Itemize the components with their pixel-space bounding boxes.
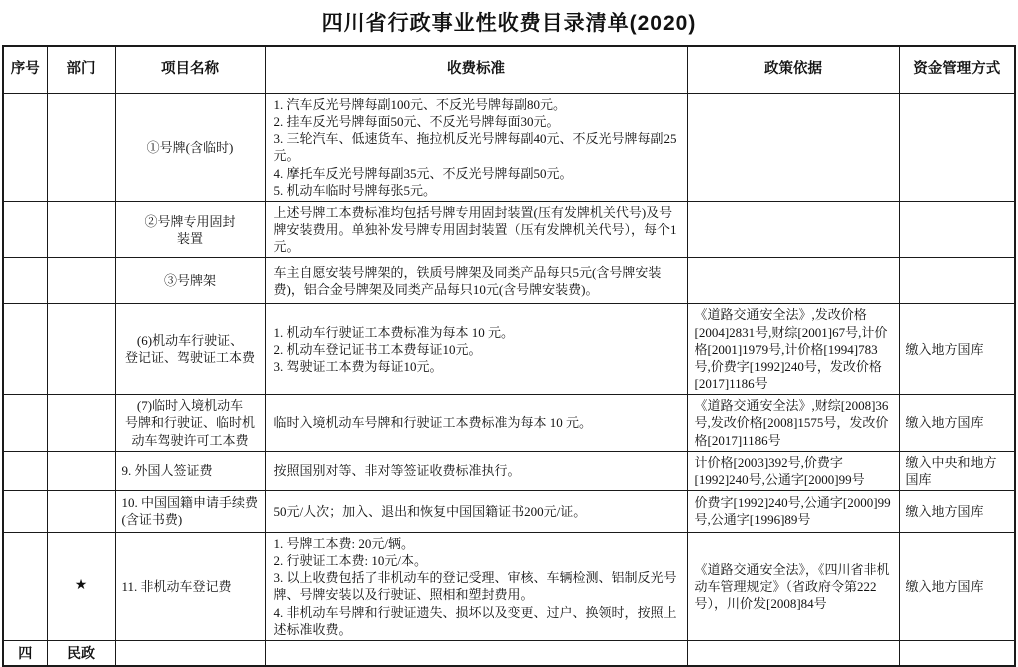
fee-standard-line: 2. 挂车反光号牌每面50元、不反光号牌每面30元。 [273, 114, 560, 130]
project-name-line: ①号牌(含临时) [146, 139, 234, 155]
header-name: 项目名称 [115, 46, 265, 94]
cell-policy-basis: 《道路交通安全法》,发改价格[2004]2831号,财综[2001]67号,计价格[2001]1979号,计价格[1994]783号,价费字[1992]240号，发改价格[2017]1186号 [687, 304, 899, 395]
table-header-row [3, 46, 1015, 94]
cell-project-name [115, 258, 265, 304]
cell-dept [47, 258, 115, 304]
fee-standard-line: 2. 机动车登记证书工本费每证10元。 [273, 341, 482, 357]
cell-dept [47, 490, 115, 532]
fee-standard-line: 5. 机动车临时号牌每张5元。 [273, 182, 437, 198]
table-row [3, 304, 1015, 395]
cell-policy-basis [687, 94, 899, 202]
project-name-line: 登记证、驾驶证工本费 [124, 350, 255, 366]
table-row [3, 201, 1015, 257]
project-name-line: (6)机动车行驶证、 [136, 333, 244, 349]
table-row [3, 490, 1015, 532]
cell-fund-management [899, 201, 1015, 257]
cell-fee-standard [265, 201, 687, 257]
cell-seq [3, 395, 47, 451]
cell-fee-standard [265, 640, 687, 666]
fee-standard-line: 2. 行驶证工本费: 10元/本。 [273, 553, 427, 569]
header-fund: 资金管理方式 [899, 46, 1015, 94]
cell-seq [3, 451, 47, 490]
fee-standard-line: 3. 三轮汽车、低速货车、拖拉机反光号牌每副40元、不反光号牌每副25元。 [273, 131, 677, 164]
cell-project-name [115, 640, 265, 666]
header-seq: 序号 [3, 46, 47, 94]
cell-project-name [115, 451, 265, 490]
cell-seq [3, 304, 47, 395]
project-name-line: ③号牌架 [163, 273, 216, 289]
table-row [3, 258, 1015, 304]
project-name-line: (含证书费) [121, 512, 183, 528]
cell-fund-management [899, 94, 1015, 202]
fee-standard-line: 4. 摩托车反光号牌每副35元、不反光号牌每副50元。 [273, 165, 573, 181]
cell-seq [3, 258, 47, 304]
cell-project-name [115, 201, 265, 257]
table-row [3, 395, 1015, 451]
fee-standard-line: 50元/人次；加入、退出和恢复中国国籍证书200元/证。 [273, 503, 587, 519]
fee-standard-line: 1. 号牌工本费: 20元/辆。 [273, 535, 414, 551]
cell-fee-standard [265, 395, 687, 451]
cell-fund-management: 缴入地方国库 [899, 490, 1015, 532]
cell-project-name [115, 395, 265, 451]
cell-policy-basis [687, 640, 899, 666]
cell-fee-standard [265, 451, 687, 490]
cell-fee-standard [265, 258, 687, 304]
table-row [3, 532, 1015, 640]
fee-standard-line: 车主自愿安装号牌架的，铁质号牌架及同类产品每只5元(含号牌安装费)，铝合金号牌架及同类产品每只10元(含号牌安装费)。 [273, 264, 662, 297]
table-row [3, 451, 1015, 490]
fee-standard-line: 上述号牌工本费标准均包括号牌专用固封装置(压有发牌机关代号)及号牌安装费用。单独补发号牌专用固封装置（压有发牌机关代号），每个1元。 [273, 204, 677, 255]
cell-seq: 四 [3, 640, 47, 666]
cell-fee-standard [265, 94, 687, 202]
fee-standard-line: 临时入境机动车号牌和行驶证工本费标准为每本 10 元。 [273, 415, 593, 431]
header-policy: 政策依据 [687, 46, 899, 94]
cell-seq [3, 490, 47, 532]
cell-dept [47, 451, 115, 490]
cell-dept [47, 94, 115, 202]
fee-table-rows [3, 94, 1015, 667]
cell-project-name [115, 490, 265, 532]
project-name-line: (7)临时入境机动车 [136, 398, 244, 414]
cell-fee-standard [265, 532, 687, 640]
fee-standard-line: 3. 驾驶证工本费为每证10元。 [273, 358, 443, 374]
cell-policy-basis: 《道路交通安全法》,财综[2008]36号,发改价格[2008]1575号，发改价格[2017]1186号 [687, 395, 899, 451]
fee-standard-line: 1. 机动车行驶证工本费标准为每本 10 元。 [273, 324, 515, 340]
cell-dept [47, 395, 115, 451]
cell-policy-basis [687, 258, 899, 304]
header-standard: 收费标准 [265, 46, 687, 94]
project-name-line: ②号牌专用固封 [144, 213, 236, 229]
cell-project-name [115, 304, 265, 395]
fee-standard-line: 按照国别对等、非对等签证收费标准执行。 [273, 463, 521, 479]
cell-dept: ★ [47, 532, 115, 640]
cell-fund-management: 缴入中央和地方国库 [899, 451, 1015, 490]
cell-project-name [115, 532, 265, 640]
cell-dept [47, 201, 115, 257]
header-dept: 部门 [47, 46, 115, 94]
cell-project-name [115, 94, 265, 202]
cell-fund-management: 缴入地方国库 [899, 532, 1015, 640]
cell-policy-basis: 价费字[1992]240号,公通字[2000]99号,公通字[1996]89号 [687, 490, 899, 532]
cell-seq [3, 201, 47, 257]
cell-fund-management [899, 258, 1015, 304]
cell-fee-standard [265, 490, 687, 532]
project-name-line: 号牌和行驶证、临时机 [124, 415, 255, 431]
cell-policy-basis: 《道路交通安全法》，《四川省非机动车管理规定》（省政府令第222号），川价发[2008]84号 [687, 532, 899, 640]
project-name-line: 动车驾驶许可工本费 [131, 432, 249, 448]
cell-fund-management: 缴入地方国库 [899, 395, 1015, 451]
cell-seq [3, 532, 47, 640]
cell-seq [3, 94, 47, 202]
fee-standard-line: 3. 以上收费包括了非机动车的登记受理、审核、车辆检测、铝制反光号牌、号牌安装以及行驶证、照相和塑封费用。 [273, 570, 677, 603]
project-name-line: 10. 中国国籍申请手续费 [121, 495, 259, 511]
cell-fund-management: 缴入地方国库 [899, 304, 1015, 395]
page-title: 四川省行政事业性收费目录清单(2020) [321, 12, 697, 35]
cell-dept: 民政 [47, 640, 115, 666]
fee-standard-line: 1. 汽车反光号牌每副100元、不反光号牌每副80元。 [273, 97, 567, 112]
table-row [3, 94, 1015, 202]
project-name-line: 装置 [176, 230, 203, 246]
document-page [2, 7, 1016, 667]
table-row [3, 640, 1015, 666]
cell-fund-management [899, 640, 1015, 666]
cell-fee-standard [265, 304, 687, 395]
cell-policy-basis: 计价格[2003]392号,价费字[1992]240号,公通字[2000]99号 [687, 451, 899, 490]
cell-dept [47, 304, 115, 395]
project-name-line: 11. 非机动车登记费 [121, 578, 232, 594]
cell-policy-basis [687, 201, 899, 257]
fee-catalog-table [2, 45, 1016, 667]
project-name-line: 9. 外国人签证费 [121, 463, 213, 479]
fee-standard-line: 4. 非机动车号牌和行驶证遗失、损坏以及变更、过户、换领时，按照上述标准收费。 [273, 604, 677, 637]
